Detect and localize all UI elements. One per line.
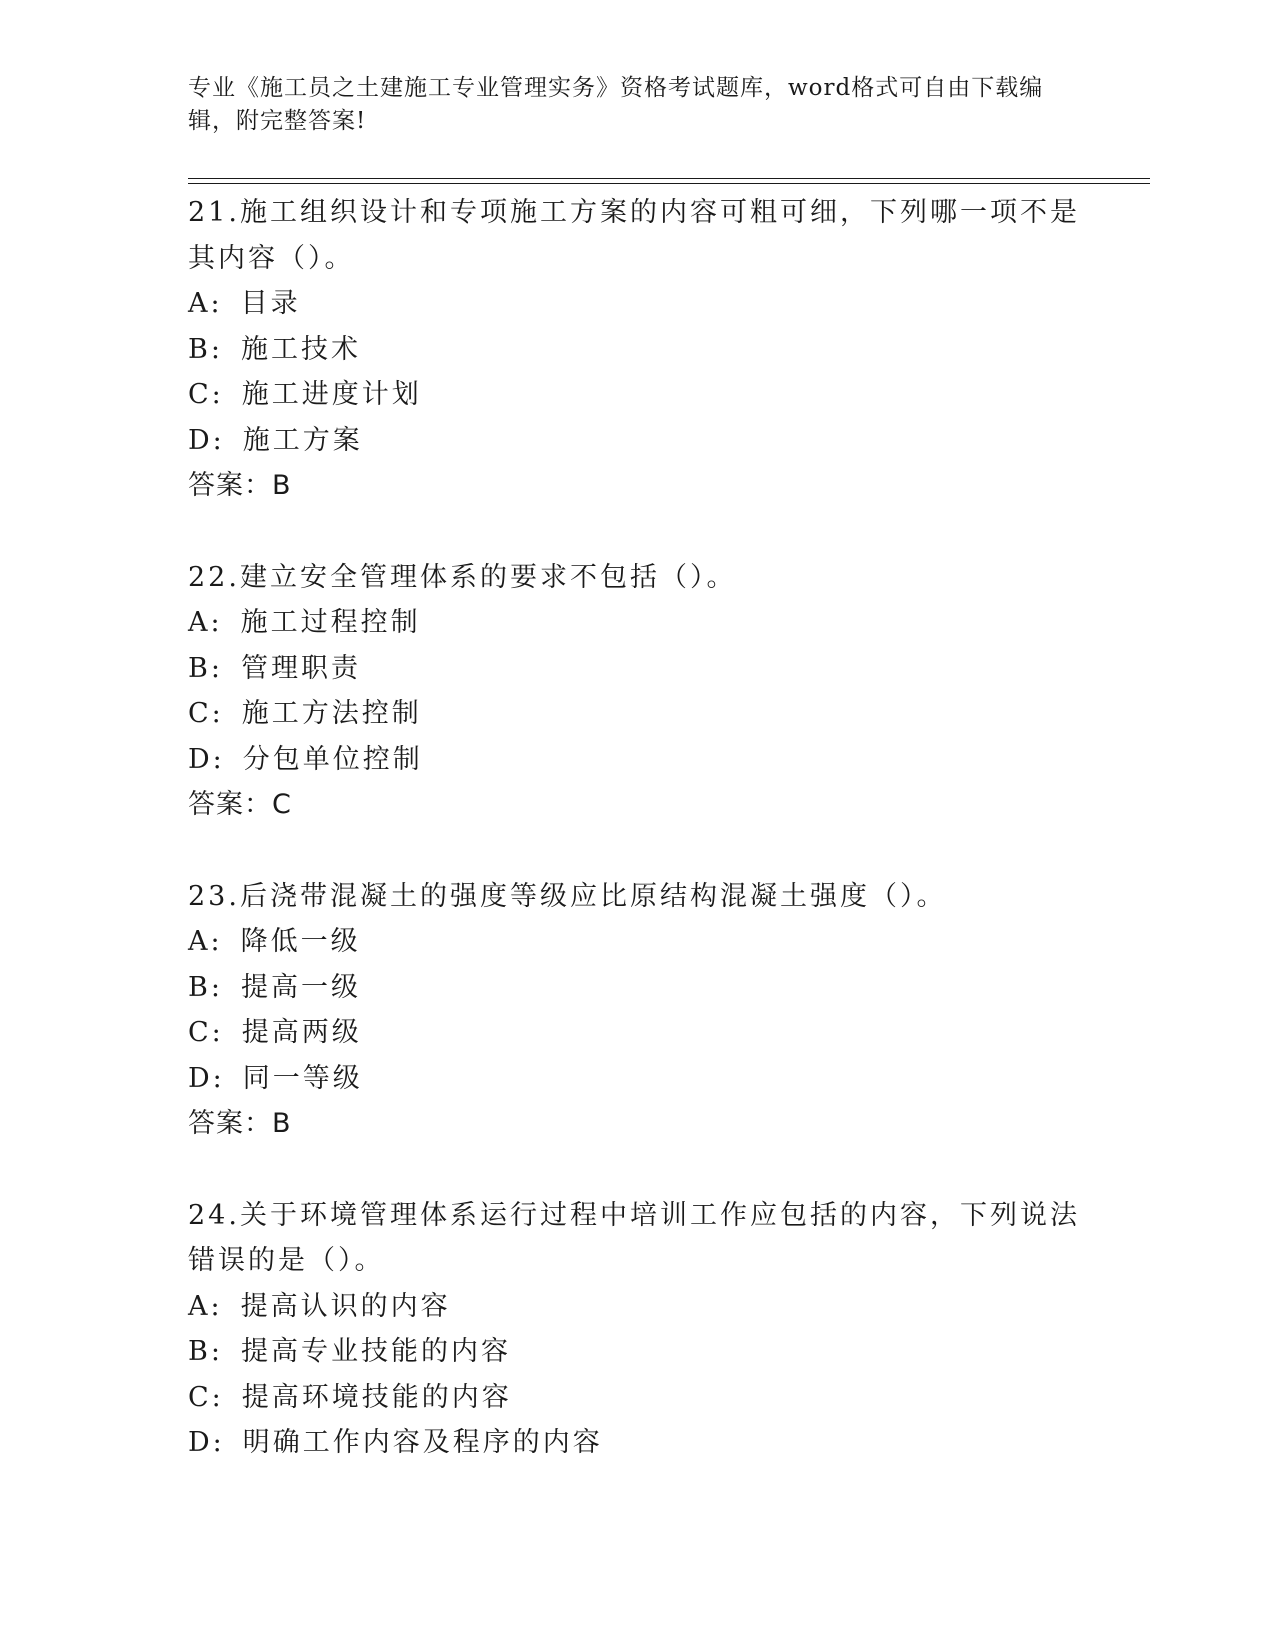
question-stem: 22.建立安全管理体系的要求不包括（）。 — [188, 561, 737, 593]
answer-label: 答案： — [188, 789, 272, 820]
option-c — [188, 372, 1088, 418]
question-22 — [188, 555, 1088, 828]
answer-line — [188, 1101, 1088, 1147]
option-text: 分包单位控制 — [242, 743, 423, 775]
option-text: 施工技术 — [240, 333, 361, 365]
header-divider-bottom — [188, 183, 1150, 184]
option-text: 提高两级 — [241, 1017, 362, 1048]
option-text: 提高一级 — [240, 971, 361, 1003]
option-letter: A: — [188, 1290, 223, 1322]
question-23 — [188, 874, 1088, 1147]
option-letter: D: — [188, 1062, 225, 1094]
option-letter: C: — [188, 1017, 224, 1048]
answer-value: C — [272, 789, 292, 820]
document-header — [188, 72, 1068, 138]
option-text: 提高专业技能的内容 — [240, 1336, 511, 1367]
option-d — [188, 1420, 1088, 1466]
option-d — [188, 737, 1088, 783]
question-24 — [188, 1193, 1088, 1466]
header-line-1: 专业《施工员之土建施工专业管理实务》资格考试题库，word格式可自由下载编 — [188, 75, 1044, 101]
option-c — [188, 691, 1088, 737]
option-text: 施工方法控制 — [241, 698, 422, 729]
option-letter: C: — [188, 379, 224, 410]
answer-label: 答案： — [188, 1108, 272, 1139]
option-b — [188, 965, 1088, 1011]
option-a — [188, 919, 1088, 965]
option-letter: D: — [188, 1427, 225, 1458]
option-letter: C: — [188, 1381, 224, 1413]
option-letter: B: — [188, 333, 223, 365]
answer-line — [188, 463, 1088, 509]
option-text: 降低一级 — [240, 926, 361, 957]
option-b — [188, 327, 1088, 373]
option-b — [188, 646, 1088, 692]
option-letter: A: — [188, 607, 223, 638]
option-c — [188, 1010, 1088, 1056]
option-b — [188, 1329, 1088, 1375]
header-divider-top — [188, 178, 1150, 179]
option-d — [188, 418, 1088, 464]
question-list — [188, 190, 1088, 1512]
option-d — [188, 1056, 1088, 1102]
option-text: 施工方案 — [242, 424, 363, 456]
option-text: 施工进度计划 — [241, 379, 422, 410]
option-letter: B: — [188, 1336, 223, 1367]
option-letter: A: — [188, 288, 223, 319]
question-stem: 21.施工组织设计和专项施工方案的内容可粗可细，下列哪一项不是其内容（）。 — [188, 197, 1080, 274]
header-line-2: 辑，附完整答案! — [188, 108, 367, 134]
option-letter: D: — [188, 424, 225, 456]
option-a — [188, 281, 1088, 327]
answer-value: B — [272, 1108, 292, 1139]
option-letter: B: — [188, 971, 223, 1003]
option-text: 提高环境技能的内容 — [241, 1381, 512, 1413]
option-letter: D: — [188, 743, 225, 775]
option-letter: B: — [188, 652, 223, 684]
option-text: 管理职责 — [240, 652, 361, 684]
option-text: 目录 — [240, 288, 301, 319]
question-21 — [188, 190, 1088, 509]
option-c — [188, 1375, 1088, 1421]
option-letter: C: — [188, 698, 224, 729]
option-a — [188, 1284, 1088, 1330]
option-letter: A: — [188, 926, 223, 957]
answer-value: B — [272, 470, 292, 501]
question-stem: 24.关于环境管理体系运行过程中培训工作应包括的内容，下列说法错误的是（）。 — [188, 1199, 1080, 1276]
question-stem: 23.后浇带混凝土的强度等级应比原结构混凝土强度（）。 — [188, 880, 947, 912]
answer-label: 答案： — [188, 470, 272, 501]
option-a — [188, 600, 1088, 646]
option-text: 提高认识的内容 — [240, 1290, 451, 1322]
option-text: 施工过程控制 — [240, 607, 421, 638]
option-text: 明确工作内容及程序的内容 — [242, 1427, 603, 1458]
option-text: 同一等级 — [242, 1062, 363, 1094]
answer-line — [188, 782, 1088, 828]
